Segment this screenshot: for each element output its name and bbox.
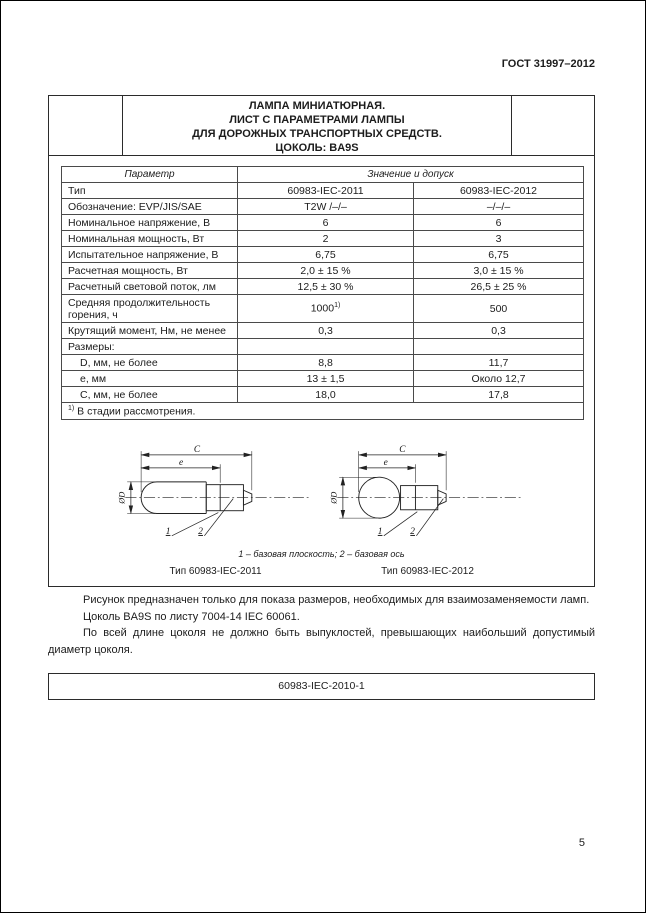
footnote-text: В стадии рассмотрения. xyxy=(74,405,196,417)
title-cell-left xyxy=(49,96,123,155)
dim-label-diameter: ØD xyxy=(328,491,338,504)
value-cell: 12,5 ± 30 % xyxy=(238,279,414,295)
param-table-body xyxy=(62,183,584,403)
table-row xyxy=(62,215,584,231)
table-row xyxy=(62,263,584,279)
param-cell: Крутящий момент, Нм, не менее xyxy=(62,323,238,339)
table-row xyxy=(62,247,584,263)
table-row xyxy=(62,183,584,199)
header-value: Значение и допуск xyxy=(238,167,584,183)
value-cell: –/–/– xyxy=(414,199,584,215)
param-cell: D, мм, не более xyxy=(62,355,238,371)
title-block xyxy=(49,96,594,156)
value-cell: 13 ± 1,5 xyxy=(238,371,414,387)
value-cell: 2 xyxy=(238,231,414,247)
table-footnote xyxy=(62,403,584,420)
param-cell: Испытательное напряжение, В xyxy=(62,247,238,263)
value-cell: 18,0 xyxy=(238,387,414,403)
param-cell: Размеры: xyxy=(62,339,238,355)
note-paragraph-2: Цоколь BA9S по листу 7004-14 IEC 60061. xyxy=(83,610,300,623)
lamp-drawing-spherical xyxy=(328,440,528,547)
table-row xyxy=(62,387,584,403)
dim-label-c: C xyxy=(193,445,200,456)
value-cell: 1000$^{1)}$ xyxy=(238,295,414,323)
title-line-4: ЦОКОЛЬ: BA9S xyxy=(275,142,359,154)
table-row xyxy=(62,371,584,387)
value-cell: 8,8 xyxy=(238,355,414,371)
lamp-drawing-tubular xyxy=(116,440,316,547)
notes-section xyxy=(48,592,595,658)
dim-label-e: e xyxy=(178,458,183,469)
value-cell: Около 12,7 xyxy=(414,371,584,387)
param-cell: Расчетная мощность, Вт xyxy=(62,263,238,279)
param-cell: Номинальное напряжение, В xyxy=(62,215,238,231)
figure-1-type-label: Тип 60983-IEC-2011 xyxy=(169,566,262,577)
standard-reference: ГОСТ 31997–2012 xyxy=(501,58,595,70)
title-cell-right xyxy=(511,96,594,155)
dim-label-diameter: ØD xyxy=(116,491,126,504)
param-cell: Тип xyxy=(62,183,238,199)
note-paragraph-1: Рисунок предназначен только для показа размеров, необходимых для взаимозаменяемости ламп. xyxy=(83,594,590,606)
ref-label-2: 2 xyxy=(409,526,415,537)
parameter-table xyxy=(61,166,583,420)
value-cell xyxy=(238,339,414,355)
value-cell: 60983-IEC-2011 xyxy=(238,183,414,199)
table-row xyxy=(62,323,584,339)
figure-caption: 1 – базовая плоскость; 2 – базовая ось xyxy=(238,549,405,559)
title-line-2: ЛИСТ С ПАРАМЕТРАМИ ЛАМПЫ xyxy=(229,114,405,126)
value-cell: 0,3 xyxy=(238,323,414,339)
table-row xyxy=(62,199,584,215)
value-cell: 6,75 xyxy=(414,247,584,263)
header-parameter: Параметр xyxy=(62,167,238,183)
param-cell: Расчетный световой поток, лм xyxy=(62,279,238,295)
param-cell: C, мм, не более xyxy=(62,387,238,403)
value-cell: 60983-IEC-2012 xyxy=(414,183,584,199)
footnote-marker: 1) xyxy=(68,404,75,412)
value-cell: T2W /–/– xyxy=(238,199,414,215)
figure-2-type-label: Тип 60983-IEC-2012 xyxy=(381,566,474,577)
param-cell: e, мм xyxy=(62,371,238,387)
ref-label-1: 1 xyxy=(377,526,382,537)
value-cell xyxy=(414,339,584,355)
footnote-row xyxy=(62,403,584,420)
ref-label-1: 1 xyxy=(165,526,170,537)
table-row xyxy=(62,231,584,247)
sheet-number-box: 60983-IEC-2010-1 xyxy=(48,673,595,700)
param-cell: Обозначение: EVP/JIS/SAE xyxy=(62,199,238,215)
value-cell: 3 xyxy=(414,231,584,247)
value-cell: 6 xyxy=(238,215,414,231)
title-line-3: ДЛЯ ДОРОЖНЫХ ТРАНСПОРТНЫХ СРЕДСТВ. xyxy=(192,128,442,140)
value-cell: 26,5 ± 25 % xyxy=(414,279,584,295)
value-cell: 6,75 xyxy=(238,247,414,263)
value-cell: 500 xyxy=(414,295,584,323)
table-row xyxy=(62,355,584,371)
value-cell: 3,0 ± 15 % xyxy=(414,263,584,279)
value-cell: 6 xyxy=(414,215,584,231)
title-line-1: ЛАМПА МИНИАТЮРНАЯ. xyxy=(248,100,386,112)
dim-label-c: C xyxy=(398,445,406,456)
value-cell: 17,8 xyxy=(414,387,584,403)
param-cell: Средняя продолжительность горения, ч xyxy=(62,295,238,323)
table-row xyxy=(62,339,584,355)
dim-label-e: e xyxy=(383,458,388,469)
value-cell: 0,3 xyxy=(414,323,584,339)
value-cell: 2,0 ± 15 % xyxy=(238,263,414,279)
sheet-title xyxy=(123,96,511,155)
table-row xyxy=(62,295,584,323)
table-header-row xyxy=(62,167,584,183)
param-cell: Номинальная мощность, Вт xyxy=(62,231,238,247)
page-number: 5 xyxy=(578,837,585,849)
ref-label-2: 2 xyxy=(197,526,203,537)
value-cell: 11,7 xyxy=(414,355,584,371)
table-row xyxy=(62,279,584,295)
spec-sheet-frame xyxy=(48,95,595,587)
figures-section xyxy=(49,440,594,577)
note-paragraph-3: По всей длине цоколя не должно быть выпуклостей, превышающих наибольший допустимый диаметр цоколя. xyxy=(48,627,595,656)
